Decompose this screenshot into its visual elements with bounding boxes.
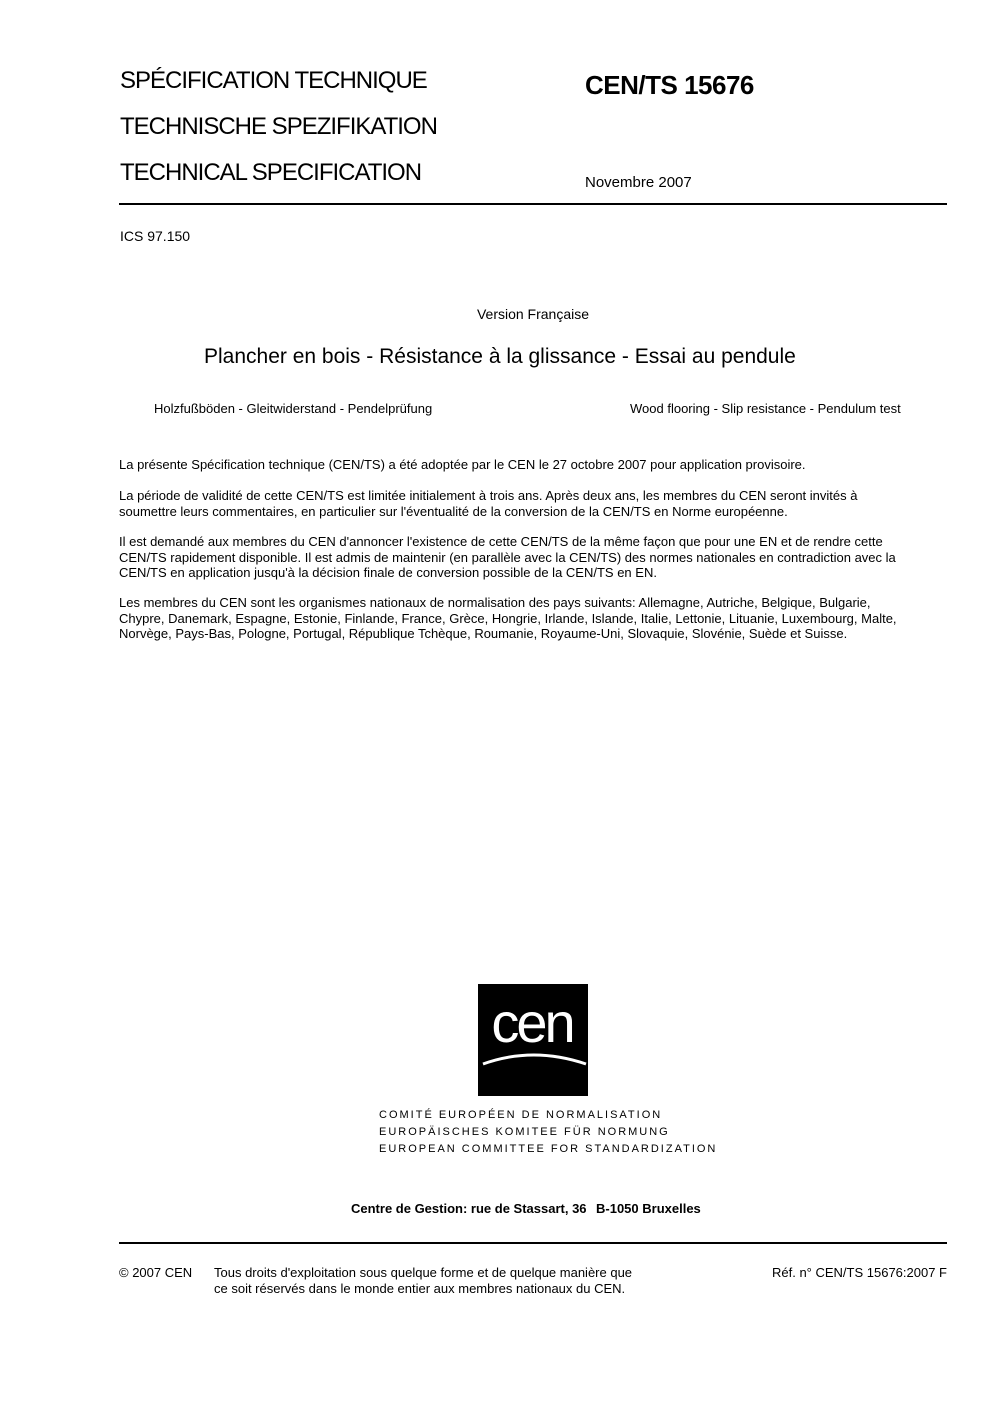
paragraph-members (119, 595, 934, 642)
document-title: Plancher en bois - Résistance à la glissance - Essai au pendule (204, 345, 796, 368)
paragraph-adoption (119, 457, 934, 473)
paragraph-line: Norvège, Pays-Bas, Pologne, Portugal, République Tchèque, Roumanie, Royaume-Uni, Slovaquie, Slovénie, Suède et Suisse. (119, 626, 848, 641)
rights-notice (214, 1265, 714, 1296)
cen-logo-mark (478, 984, 588, 1096)
paragraph-announcement (119, 534, 934, 581)
cen-logo (478, 984, 588, 1096)
paragraph-line: La période de validité de cette CEN/TS est limitée initialement à trois ans. Après deux ans, les membres du CEN seront invités à (119, 488, 858, 503)
spec-title-de: TECHNISCHE SPEZIFIKATION (120, 113, 437, 140)
publication-date: Novembre 2007 (585, 174, 692, 191)
copyright: © 2007 CEN (119, 1265, 193, 1280)
reference-number: Réf. n° CEN/TS 15676:2007 F (771, 1265, 947, 1280)
footer-rule (119, 1242, 947, 1244)
version-label: Version Française (476, 306, 590, 322)
paragraph-line: Il est demandé aux membres du CEN d'annoncer l'existence de cette CEN/TS de la même façon que pour une EN et de rendre cette (119, 534, 883, 549)
paragraph-line: Les membres du CEN sont les organismes nationaux de normalisation des pays suivants: Allemagne, Autriche, Belgique, Bulgarie, (119, 595, 871, 610)
paragraph-line: CEN/TS en application jusqu'à la décision finale de conversion possible de la CEN/TS en EN. (119, 565, 657, 580)
title-english: Wood flooring - Slip resistance - Pendulum test (630, 401, 901, 416)
standard-number: CEN/TS 15676 (585, 70, 754, 100)
committee-name-de: EUROPÄISCHES KOMITEE FÜR NORMUNG (379, 1126, 670, 1138)
paragraph-validity (119, 488, 934, 519)
spec-title-en: TECHNICAL SPECIFICATION (120, 159, 422, 186)
paragraph-line: La présente Spécification technique (CEN/TS) a été adoptée par le CEN le 27 octobre 2007 pour application provisoire. (119, 457, 806, 472)
rights-line: ce soit réservés dans le monde entier aux membres nationaux du CEN. (214, 1280, 626, 1296)
title-german: Holzfußböden - Gleitwiderstand - Pendelprüfung (154, 401, 433, 416)
cen-logo-text: cen (491, 991, 573, 1054)
paragraph-line: CEN/TS rapidement disponible. Il est admis de maintenir (en parallèle avec la CEN/TS) des normes nationales en contradiction avec la (119, 549, 896, 565)
address-label: Centre de Gestion: rue de Stassart, 36 (351, 1201, 587, 1216)
address-city: B-1050 Bruxelles (596, 1201, 701, 1216)
committee-name-en: EUROPEAN COMMITTEE FOR STANDARDIZATION (379, 1143, 718, 1155)
committee-name-fr: COMITÉ EUROPÉEN DE NORMALISATION (379, 1109, 663, 1121)
header-rule (119, 203, 947, 205)
paragraph-line: Chypre, Danemark, Espagne, Estonie, Finlande, France, Grèce, Hongrie, Irlande, Islande, Italie, Lettonie, Lituanie, Luxembourg, Malte, (119, 610, 897, 626)
ics-code: ICS 97.150 (120, 228, 191, 244)
spec-title-fr: SPÉCIFICATION TECHNIQUE (120, 67, 427, 94)
rights-line: Tous droits d'exploitation sous quelque forme et de quelque manière que (214, 1265, 633, 1280)
paragraph-line: soumettre leurs commentaires, en particulier sur l'éventualité de la conversion de la CEN/TS en Norme européenne. (119, 503, 788, 519)
